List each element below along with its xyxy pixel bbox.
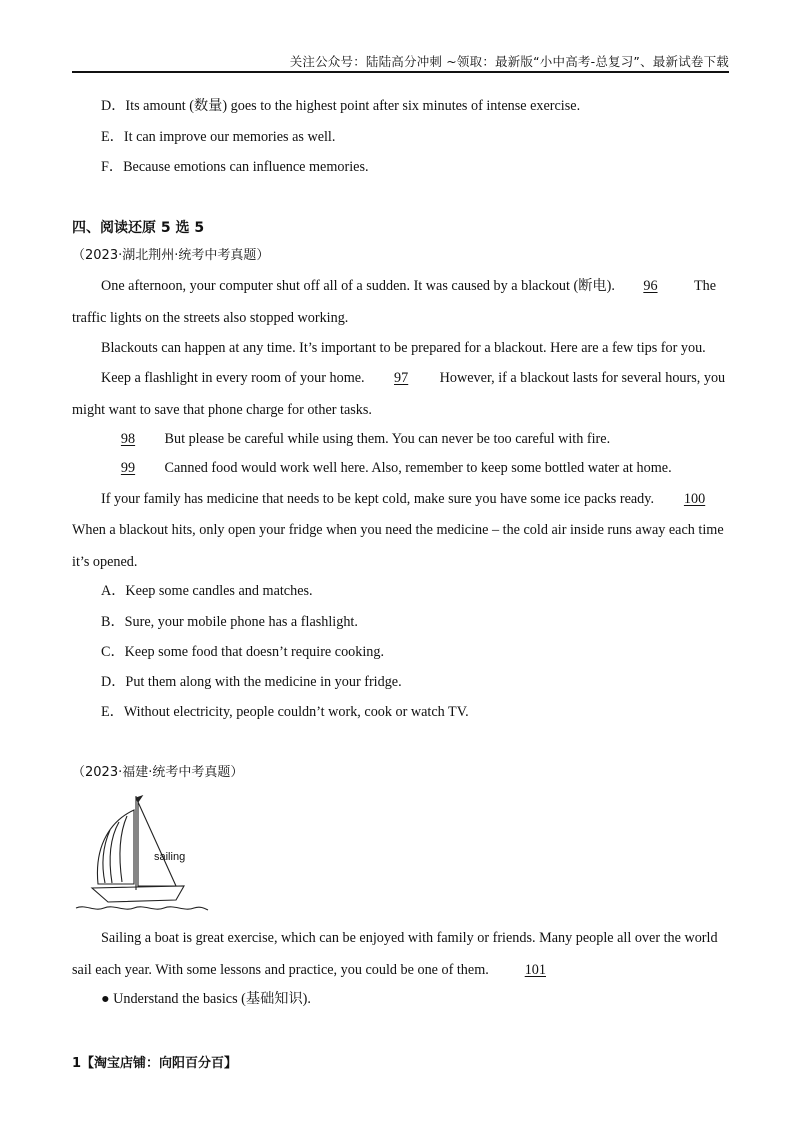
prev-option-d: D．Its amount (数量) goes to the highest point after six minutes of intense exercise. — [101, 98, 581, 114]
header-rule — [72, 71, 729, 73]
p6-text-a: If your family has medicine that needs to be kept cold, make sure you have some ice packs ready. — [101, 491, 654, 507]
sail-seam-2 — [110, 822, 119, 883]
blank-99: 99 — [120, 460, 136, 476]
passage1-paragraph6-cont: When a blackout hits, only open your fridge when you need the medicine – the cold air inside runs away each time — [72, 522, 724, 538]
passage1-paragraph1 — [101, 277, 716, 295]
blank-101: 101 — [524, 962, 546, 978]
sailing-label: sailing — [154, 851, 186, 863]
sail-seam-3 — [103, 830, 110, 883]
page-header: 关注公众号：陆陆高分冲刺 ~领取：最新版“小中高考-总复习”、最新试卷下载 — [289, 54, 729, 69]
option-e: E．Without electricity, people couldn’t work, cook or watch TV. — [101, 704, 469, 720]
page-footer: 1【淘宝店铺：向阳百分百】 — [72, 1056, 238, 1071]
passage1-paragraph3-cont: might want to save that phone charge for other tasks. — [72, 402, 372, 418]
p3-text-a: Keep a flashlight in every room of your home. — [101, 370, 365, 386]
passage2-source: （2023·福建·统考中考真题） — [72, 765, 244, 780]
option-b: B．Sure, your mobile phone has a flashlight. — [101, 614, 358, 630]
jib-sail — [138, 802, 176, 886]
sail-seam-1 — [120, 816, 127, 882]
passage1-source: （2023·湖北荆州·统考中考真题） — [72, 248, 270, 263]
passage2-paragraph1: Sailing a boat is great exercise, which can be enjoyed with family or friends. Many people all over the world — [101, 930, 718, 946]
passage1-paragraph2: Blackouts can happen at any time. It’s important to be prepared for a blackout. Here are a few tips for you. — [101, 340, 706, 356]
bullet-understand-basics: ● Understand the basics (基础知识). — [101, 991, 311, 1007]
prev-option-f: F．Because emotions can influence memories. — [101, 159, 369, 175]
p1-text-a: One afternoon, your computer shut off all of a sudden. It was caused by a blackout (断电). — [101, 278, 615, 294]
waves — [76, 907, 208, 910]
p2-text-b: sail each year. With some lessons and practice, you could be one of them. — [72, 962, 489, 978]
passage1-paragraph6-end: it’s opened. — [72, 554, 138, 570]
blank-100: 100 — [683, 491, 706, 507]
blank-96: 96 — [643, 278, 658, 294]
p5-text: Canned food would work well here. Also, remember to keep some bottled water at home. — [164, 460, 672, 476]
blank-97: 97 — [394, 370, 409, 386]
option-c: C．Keep some food that doesn’t require cooking. — [101, 644, 385, 660]
prev-option-e: E．It can improve our memories as well. — [101, 129, 336, 145]
passage1-paragraph5 — [101, 459, 672, 477]
option-a: A．Keep some candles and matches. — [101, 583, 313, 599]
mast-flag — [136, 796, 142, 802]
passage1-paragraph6 — [101, 490, 726, 508]
sailboat-illustration — [72, 792, 212, 916]
section-title: 四、阅读还原 5 选 5 — [72, 220, 205, 236]
p4-text: But please be careful while using them. You can never be too careful with fire. — [164, 431, 611, 447]
passage1-paragraph1-cont: traffic lights on the streets also stopped working. — [72, 310, 349, 326]
passage1-paragraph3 — [101, 369, 725, 387]
hull — [92, 886, 184, 902]
p3-text-b: However, if a blackout lasts for several hours, you — [439, 370, 726, 386]
passage2-paragraph1-cont — [72, 961, 572, 979]
blank-98: 98 — [120, 431, 136, 447]
option-d: D．Put them along with the medicine in your fridge. — [101, 674, 402, 690]
p1-text-b: The — [693, 278, 717, 294]
passage1-paragraph4 — [101, 430, 610, 448]
